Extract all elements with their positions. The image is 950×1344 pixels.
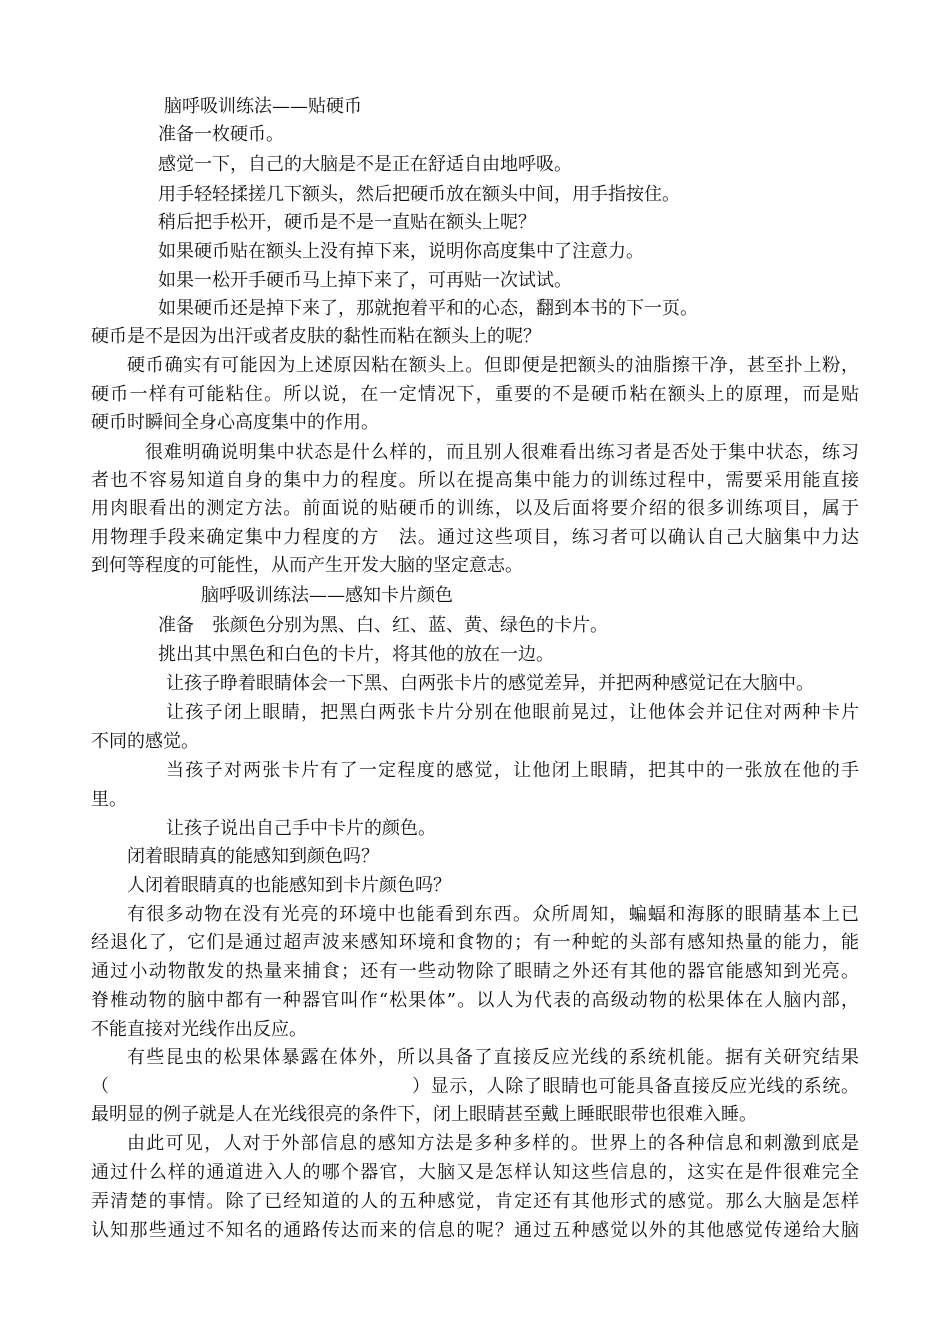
paragraph-line: 通过什么样的通道进入人的哪个器官，大脑又是怎样认知这些信息的，这实在是件很难完全 [91, 1162, 859, 1183]
text-line: 准备一枚硬币。 [158, 124, 284, 145]
text-line: 稍后把手松开，硬币是不是一直贴在额头上呢？ [158, 212, 536, 233]
paragraph-line: 脊椎动物的脑中都有一种器官叫作“松果体”。以人为代表的高级动物的松果体在人脑内部， [91, 990, 859, 1011]
text-line: 人闭着眼睛真的也能感知到卡片颜色吗？ [127, 875, 451, 896]
text-line: 里。 [91, 789, 127, 810]
text-line: 如果硬币还是掉下来了，那就抱着平和的心态，翻到本书的下一页。 [158, 298, 698, 319]
paragraph-line: 弄清楚的事情。除了已经知道的人的五种感觉，肯定还有其他形式的感觉。那么大脑是怎样 [91, 1191, 859, 1212]
text-line: 如果硬币贴在额头上没有掉下来，说明你高度集中了注意力。 [158, 241, 644, 262]
paragraph-line: 硬币一样有可能粘住。所以说，在一定情况下，重要的不是硬币粘在额头上的原理，而是贴 [91, 384, 859, 405]
paragraph-line: （ [91, 1076, 109, 1097]
section-title-coin: 脑呼吸训练法——贴硬币 [164, 96, 362, 117]
text-line: 不同的感觉。 [91, 731, 199, 752]
question-heading: 硬币是不是因为出汗或者皮肤的黏性而粘在额头上的呢？ [91, 326, 541, 347]
paragraph-line: 到何等程度的可能性，从而产生开发大脑的坚定意志。 [91, 555, 523, 576]
paragraph-line: 最明显的例子就是人在光线很亮的条件下，闭上眼睛甚至戴上睡眠眼带也很难入睡。 [91, 1104, 757, 1125]
text-line: 准备 张颜色分别为黑、白、红、蓝、黄、绿色的卡片。 [158, 615, 608, 636]
paragraph-line: 者也不容易知道自身的集中力的程度。所以在提高集中能力的训练过程中，需要采用能直接 [91, 470, 859, 491]
paragraph-line: 通过小动物散发的热量来捕食；还有一些动物除了眼睛之外还有其他的器官能感知到光亮。 [91, 961, 859, 982]
paragraph-line: 用物理手段来确定集中力程度的方 法。通过这些项目，练习者可以确认自己大脑集中力达 [91, 527, 859, 548]
paragraph-line: 由此可见，人对于外部信息的感知方法是多种多样的。世界上的各种信息和刺激到底是 [127, 1133, 859, 1154]
paragraph-line: 认知那些通过不知名的通路传达而来的信息的呢？通过五种感觉以外的其他感觉传递给大脑 [91, 1220, 859, 1241]
paragraph-line: 硬币确实有可能因为上述原因粘在额头上。但即便是把额头的油脂擦干净，甚至扑上粉， [127, 355, 859, 376]
text-line: 感觉一下，自己的大脑是不是正在舒适自由地呼吸。 [158, 154, 572, 175]
paragraph-line: 很难明确说明集中状态是什么样的，而且别人很难看出练习者是否处于集中状态，练习 [145, 442, 859, 463]
text-line: 挑出其中黑色和白色的卡片，将其他的放在一边。 [158, 644, 554, 665]
text-line: 让孩子睁着眼睛体会一下黑、白两张卡片的感觉差异，并把两种感觉记在大脑中。 [166, 673, 814, 694]
text-line: 让孩子闭上眼睛，把黑白两张卡片分别在他眼前晃过，让他体会并记住对两种卡片 [166, 702, 859, 723]
text-line: 用手轻轻揉搓几下额头，然后把硬币放在额头中间，用手指按住。 [158, 184, 680, 205]
paragraph-line: 经退化了，它们是通过超声波来感知环境和食物的；有一种蛇的头部有感知热量的能力，能 [91, 932, 859, 953]
paragraph-line: 用肉眼看出的测定方法。前面说的贴硬币的训练，以及后面将要介绍的很多训练项目，属于 [91, 498, 859, 519]
text-line: 让孩子说出自己手中卡片的颜色。 [166, 818, 436, 839]
text-line: 如果一松开手硬币马上掉下来了，可再贴一次试试。 [158, 270, 572, 291]
section-title-card: 脑呼吸训练法——感知卡片颜色 [201, 585, 453, 606]
paragraph-line: 有些昆虫的松果体暴露在体外，所以具备了直接反应光线的系统机能。据有关研究结果 [127, 1047, 859, 1068]
text-line: 当孩子对两张卡片有了一定程度的感觉，让他闭上眼睛，把其中的一张放在他的手 [166, 760, 859, 781]
paragraph-line: 不能直接对光线作出反应。 [91, 1019, 307, 1040]
paragraph-line: ）显示，人除了眼睛也可能具备直接反应光线的系统。 [412, 1076, 859, 1097]
paragraph-line: 硬币时瞬间全身心高度集中的作用。 [91, 412, 379, 433]
paragraph-line: 有很多动物在没有光亮的环境中也能看到东西。众所周知，蝙蝠和海豚的眼睛基本上已 [127, 904, 859, 925]
question-heading: 闭着眼睛真的能感知到颜色吗？ [127, 846, 379, 867]
